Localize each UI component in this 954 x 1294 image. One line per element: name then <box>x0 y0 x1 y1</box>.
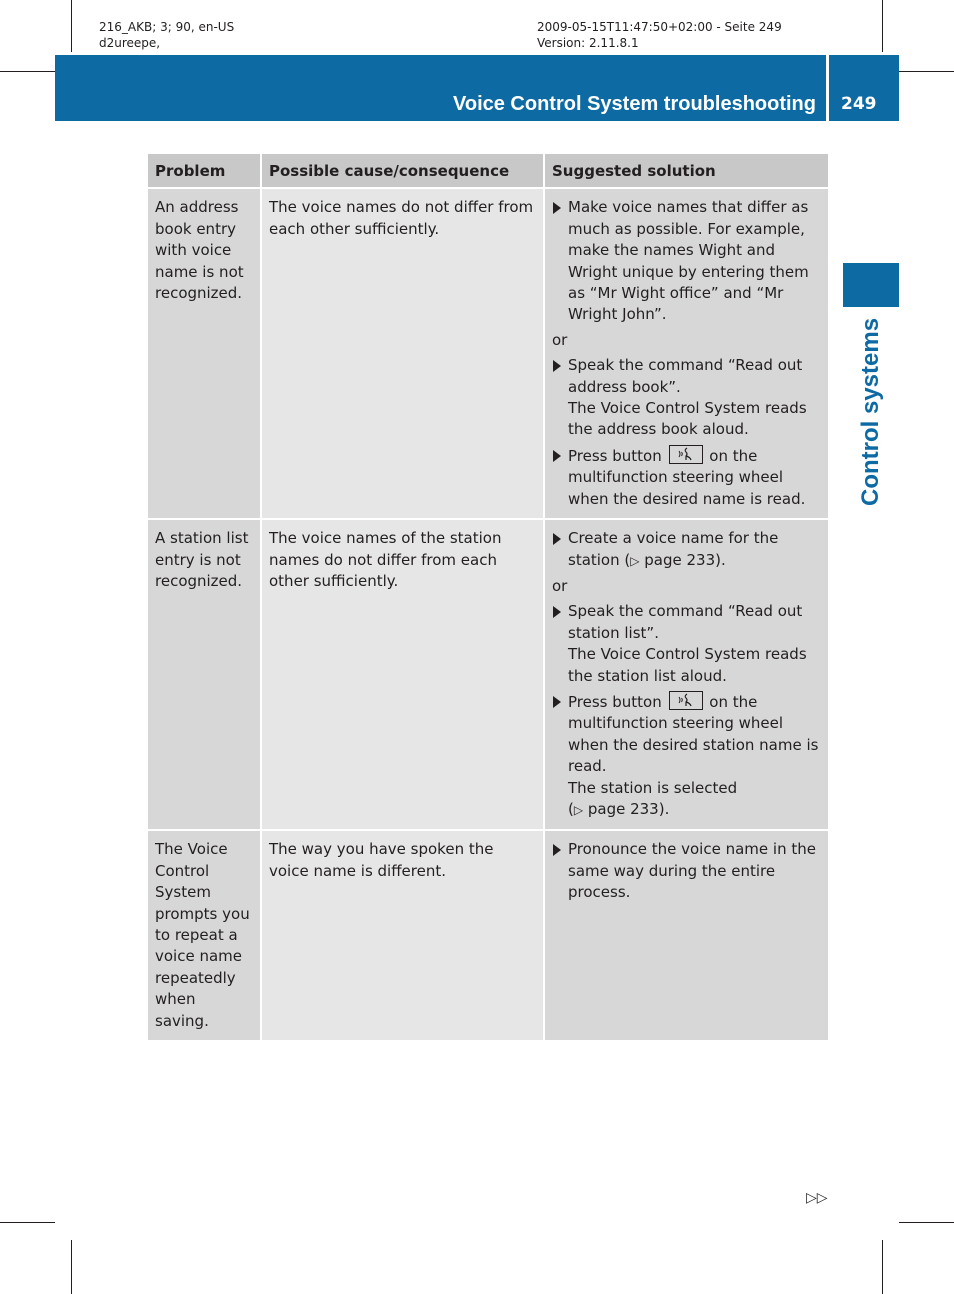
troubleshooting-table <box>148 154 828 1040</box>
step-arrow-icon <box>553 533 561 545</box>
solution-cell <box>544 188 828 519</box>
step-arrow-icon <box>553 606 561 618</box>
section-title: Voice Control System troubleshooting <box>453 93 816 115</box>
crop-mark <box>0 1222 55 1223</box>
step-text: Speak the command “Read out station list”. <box>568 602 803 642</box>
table-row <box>148 830 828 1040</box>
solution-step <box>552 197 821 325</box>
page-reference: page 233). <box>639 550 726 569</box>
solution-step <box>552 691 821 821</box>
crop-mark <box>882 1240 883 1294</box>
step-text: Speak the command “Read out address book”. <box>568 356 803 396</box>
print-meta-left-line1: 216_AKB; 3; 90, en-US <box>99 20 235 34</box>
side-tab-label: Control systems <box>857 317 884 506</box>
step-result-text: The Voice Control System reads the address book aloud. <box>568 399 807 439</box>
page-number-box <box>829 55 899 121</box>
section-header-bar <box>55 55 826 121</box>
cause-cell: The voice names of the station names do not differ from each other sufficiently. <box>261 519 544 830</box>
print-meta-right-line1: 2009-05-15T11:47:50+02:00 - Seite 249 <box>537 20 782 34</box>
step-text: Press button <box>568 692 662 711</box>
page-ref-open: ( <box>568 799 574 818</box>
problem-cell: An address book entry with voice name is not recognized. <box>148 188 261 519</box>
crop-mark <box>899 1222 954 1223</box>
crop-mark <box>882 0 883 52</box>
solution-cell <box>544 830 828 1040</box>
step-arrow-icon <box>553 844 561 856</box>
table-row <box>148 188 828 519</box>
step-text: Press button <box>568 446 662 465</box>
side-tab-marker <box>843 263 899 307</box>
step-text: on the multifunction steering wheel when the desired name is read. <box>568 446 806 508</box>
solution-step <box>552 528 821 572</box>
step-text: Make voice names that differ as much as possible. For example, make the names Wight and Wright unique by entering them as “Mr Wight office” and “Mr Wright John”. <box>568 198 809 324</box>
print-meta-right-line2: Version: 2.11.8.1 <box>537 36 639 50</box>
or-separator: or <box>552 576 568 595</box>
step-arrow-icon <box>553 202 561 214</box>
solution-cell <box>544 519 828 830</box>
step-arrow-icon <box>553 360 561 372</box>
step-text: on the multifunction steering wheel when the desired station name is read. <box>568 692 819 776</box>
crop-mark <box>71 1240 72 1294</box>
solution-step <box>552 601 821 687</box>
step-arrow-icon <box>553 450 561 462</box>
problem-cell: A station list entry is not recognized. <box>148 519 261 830</box>
step-text: Pronounce the voice name in the same way during the entire process. <box>568 840 816 902</box>
print-meta-right <box>537 19 782 51</box>
column-header-problem: Problem <box>148 154 261 188</box>
table-header-row <box>148 154 828 188</box>
or-separator: or <box>552 330 568 349</box>
voice-control-button-icon <box>669 691 703 710</box>
voice-control-button-icon <box>669 445 703 464</box>
solution-step <box>552 355 821 441</box>
crop-mark <box>899 71 954 72</box>
page-ref-arrow-icon: ▷ <box>573 802 584 817</box>
step-result-text: The Voice Control System reads the station list aloud. <box>568 645 807 685</box>
step-arrow-icon <box>553 696 561 708</box>
cause-cell: The way you have spoken the voice name is different. <box>261 830 544 1040</box>
step-text: Create a voice name for the station ( <box>568 529 779 569</box>
solution-step <box>552 445 821 510</box>
step-result-text: The station is selected <box>568 778 738 797</box>
crop-mark <box>71 0 72 52</box>
print-meta-left-line2: d2ureepe, <box>99 36 161 50</box>
page-ref-arrow-icon: ▷ <box>630 553 640 568</box>
column-header-cause: Possible cause/consequence <box>261 154 544 188</box>
continued-marker-icon: ▷▷ <box>806 1190 828 1206</box>
table-row <box>148 519 828 830</box>
print-meta-left <box>99 19 234 51</box>
page-ref-text: page 233). <box>583 799 670 818</box>
problem-cell: The Voice Control System prompts you to repeat a voice name repeatedly when saving. <box>148 830 261 1040</box>
cause-cell: The voice names do not differ from each other sufficiently. <box>261 188 544 519</box>
solution-step <box>552 839 821 903</box>
page-number: 249 <box>841 94 877 114</box>
crop-mark <box>0 71 55 72</box>
column-header-solution: Suggested solution <box>544 154 828 188</box>
page-reference <box>568 799 821 821</box>
